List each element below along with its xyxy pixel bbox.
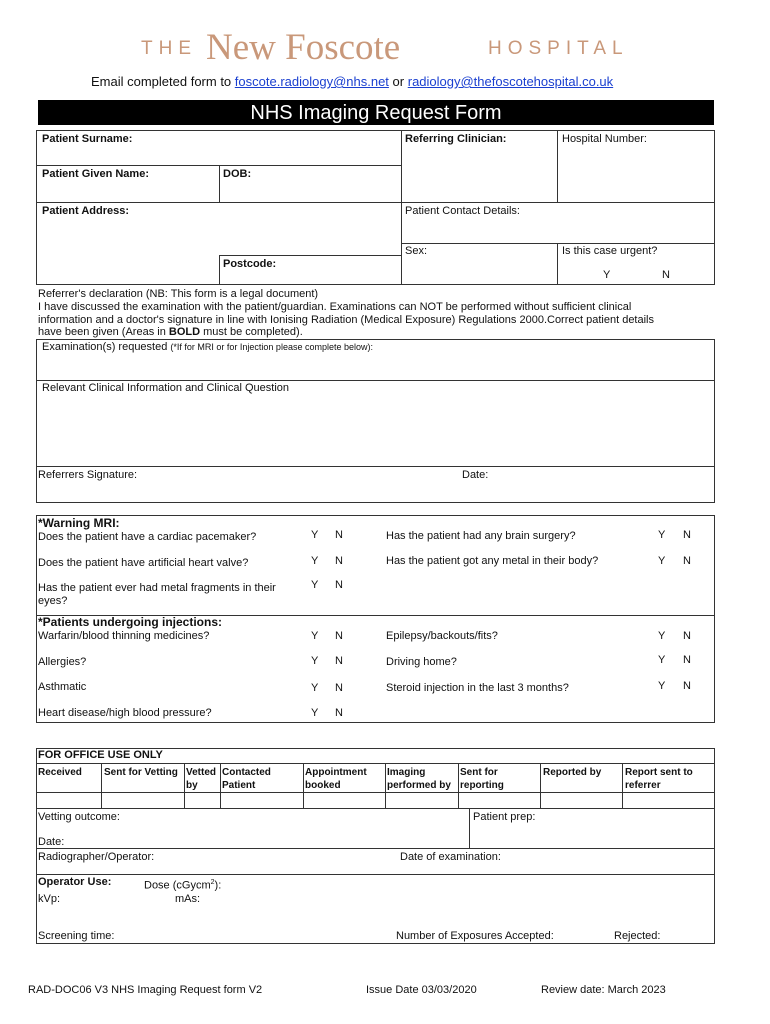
col-performed-by: performed by <box>387 780 451 791</box>
operator-use-label: Operator Use: <box>38 876 112 888</box>
signature-label: Referrers Signature: <box>38 469 138 481</box>
declaration-line3: information and a doctor's signature in line with Ionising Radiation (Medical Exposure) Regulations 2000.Correct patient details <box>38 314 654 326</box>
mri-q-brain-surgery: Has the patient had any brain surgery? <box>386 530 576 542</box>
col-referrer: referrer <box>625 780 661 791</box>
inj-q7-no[interactable]: N <box>683 680 691 692</box>
mri-q3-no[interactable]: N <box>335 579 343 591</box>
col-imaging: Imaging <box>387 767 426 778</box>
dose-label: Dose (cGycm$^2$): <box>144 879 222 892</box>
inj-q-epilepsy: Epilepsy/backouts/fits? <box>386 630 498 642</box>
inj-q5-yes[interactable]: Y <box>658 630 666 642</box>
injection-heading: *Patients undergoing injections: <box>38 615 223 629</box>
col-received: Received <box>38 767 82 778</box>
patient-surname-label: Patient Surname: <box>42 133 133 145</box>
inj-q2-no[interactable]: N <box>335 655 343 667</box>
col-appointment: Appointment <box>305 767 367 778</box>
rejected-label: Rejected: <box>614 930 661 942</box>
patient-contact-label: Patient Contact Details: <box>405 205 520 217</box>
dob-label: DOB: <box>223 168 252 180</box>
col-vetted-by: by <box>186 780 198 791</box>
kvp-label: kVp: <box>38 893 61 905</box>
mri-q-metal-body: Has the patient got any metal in their body? <box>386 555 599 567</box>
mri-q-metal-eyes-2: eyes? <box>38 595 68 607</box>
form-title: NHS Imaging Request Form <box>250 102 502 124</box>
email-link-hospital[interactable]: radiology@thefoscotehospital.co.uk <box>407 74 614 89</box>
inj-q-allergies: Allergies? <box>38 656 87 668</box>
screening-time-label: Screening time: <box>38 930 115 942</box>
inj-q-asthmatic: Asthmatic <box>38 681 87 693</box>
vetting-outcome-label: Vetting outcome: <box>38 811 120 823</box>
mri-heading: *Warning MRI: <box>38 516 120 530</box>
signature-row[interactable] <box>36 466 715 503</box>
inj-q1-yes[interactable]: Y <box>311 630 319 642</box>
inj-q3-no[interactable]: N <box>335 682 343 694</box>
logo-the: THE <box>141 38 197 59</box>
signature-date-label: Date: <box>462 469 489 481</box>
mri-q1-yes[interactable]: Y <box>311 529 319 541</box>
col-contacted: Contacted <box>222 767 271 778</box>
date-exam-label: Date of examination: <box>400 851 501 863</box>
mri-q-pacemaker: Does the patient have a cardiac pacemaker? <box>38 531 257 543</box>
patient-prep-label: Patient prep: <box>473 811 536 823</box>
col-report-sent: Report sent to <box>625 767 693 778</box>
referring-clinician-label: Referring Clinician: <box>405 133 507 145</box>
col-patient: Patient <box>222 780 256 791</box>
urgent-label: Is this case urgent? <box>562 245 658 257</box>
sex-label: Sex: <box>405 245 428 257</box>
inj-q4-yes[interactable]: Y <box>311 707 319 719</box>
col-vetted: Vetted <box>186 767 217 778</box>
urgent-yes[interactable]: Y <box>603 269 611 281</box>
mri-q5-yes[interactable]: Y <box>658 555 666 567</box>
col-reporting: reporting <box>460 780 504 791</box>
mri-q-metal-eyes: Has the patient ever had metal fragments in their <box>38 582 276 594</box>
inj-q6-yes[interactable]: Y <box>658 654 666 666</box>
mri-q2-yes[interactable]: Y <box>311 555 319 567</box>
inj-q4-no[interactable]: N <box>335 707 343 719</box>
inj-q5-no[interactable]: N <box>683 630 691 642</box>
inj-q1-no[interactable]: N <box>335 630 343 642</box>
declaration-line4: have been given (Areas in BOLD must be completed). <box>38 326 303 338</box>
postcode-label: Postcode: <box>223 258 277 270</box>
col-sent-vetting: Sent for Vetting <box>104 767 178 778</box>
logo-hospital: HOSPITAL <box>488 38 629 59</box>
mri-q2-no[interactable]: N <box>335 555 343 567</box>
hospital-number-label: Hospital Number: <box>562 133 647 145</box>
urgent-no[interactable]: N <box>662 269 670 281</box>
inj-q-warfarin: Warfarin/blood thinning medicines? <box>38 630 210 642</box>
footer-review-date: Review date: March 2023 <box>541 984 666 996</box>
inj-q6-no[interactable]: N <box>683 654 691 666</box>
inj-q7-yes[interactable]: Y <box>658 680 666 692</box>
patient-given-name-label: Patient Given Name: <box>42 168 149 180</box>
mas-label: mAs: <box>175 893 201 905</box>
mri-q-heart-valve: Does the patient have artificial heart valve? <box>38 557 249 569</box>
declaration-title: Referrer's declaration (NB: This form is a legal document) <box>38 288 319 300</box>
inj-q-driving: Driving home? <box>386 656 457 668</box>
footer-doc-id: RAD-DOC06 V3 NHS Imaging Request form V2 <box>28 984 263 996</box>
office-heading: FOR OFFICE USE ONLY <box>38 749 163 761</box>
col-booked: booked <box>305 780 341 791</box>
declaration-line2: I have discussed the examination with the patient/guardian. Examinations can NOT be performed without sufficient clinical <box>38 301 632 313</box>
clinical-info-label: Relevant Clinical Information and Clinical Question <box>42 382 290 394</box>
office-date-label: Date: <box>38 836 65 848</box>
mri-q3-yes[interactable]: Y <box>311 579 319 591</box>
inj-q-heart: Heart disease/high blood pressure? <box>38 707 212 719</box>
mri-q1-no[interactable]: N <box>335 529 343 541</box>
mri-q4-no[interactable]: N <box>683 529 691 541</box>
exposures-label: Number of Exposures Accepted: <box>396 930 554 942</box>
mri-q5-no[interactable]: N <box>683 555 691 567</box>
footer-issue-date: Issue Date 03/03/2020 <box>366 984 477 996</box>
inj-q-steroid: Steroid injection in the last 3 months? <box>386 682 569 694</box>
col-sent-for: Sent for <box>460 767 498 778</box>
examination-label: Examination(s) requested (*If for MRI or for Injection please complete below): <box>42 341 373 353</box>
col-reported-by: Reported by <box>543 767 602 778</box>
inj-q2-yes[interactable]: Y <box>311 655 319 667</box>
email-line <box>91 74 613 89</box>
patient-address-label: Patient Address: <box>42 205 130 217</box>
inj-q3-yes[interactable]: Y <box>311 682 319 694</box>
mri-q4-yes[interactable]: Y <box>658 529 666 541</box>
radiographer-label: Radiographer/Operator: <box>38 851 155 863</box>
email-link-nhs[interactable]: foscote.radiology@nhs.net <box>234 74 389 89</box>
email-prefix: Email completed form to <box>91 74 232 89</box>
logo-name: New Foscote <box>206 27 401 68</box>
email-or: or <box>392 74 405 89</box>
